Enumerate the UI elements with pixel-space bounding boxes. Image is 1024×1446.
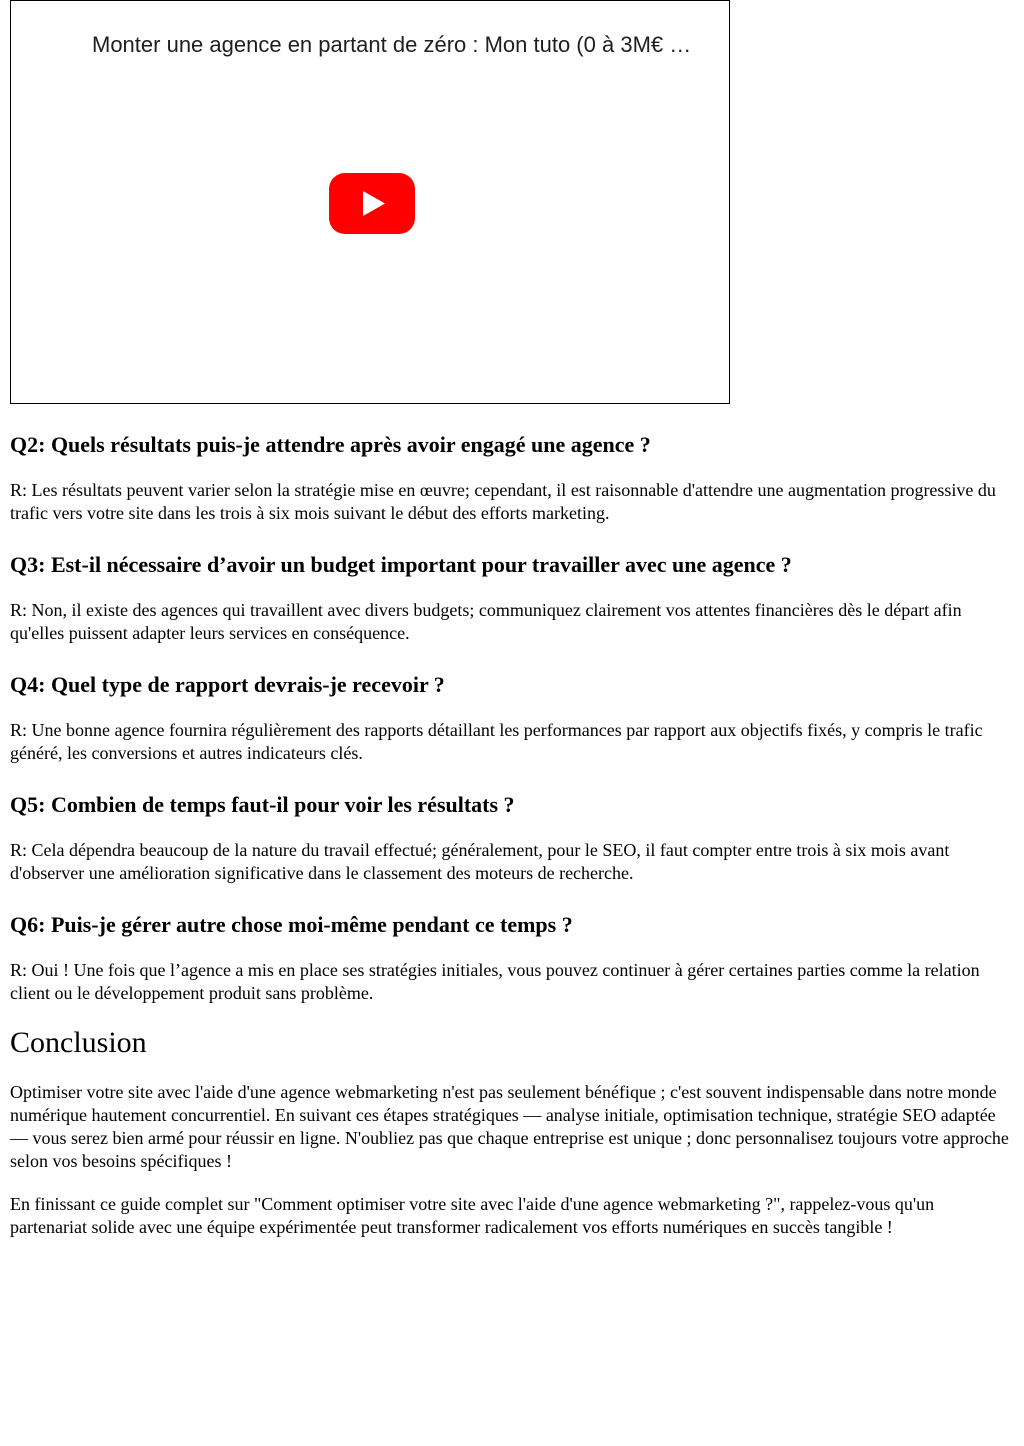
faq-answer: R: Oui ! Une fois que l’agence a mis en place ses stratégies initiales, vous pouvez continuer à gérer certaines parties comme la relation client ou le développement produit sans problème. (10, 960, 980, 1003)
faq-question: Q6: Puis-je gérer autre chose moi-même pendant ce temps ? (10, 912, 573, 937)
faq-question: Q5: Combien de temps faut-il pour voir les résultats ? (10, 792, 515, 817)
youtube-play-icon (329, 173, 415, 234)
conclusion-paragraph: Optimiser votre site avec l'aide d'une agence webmarketing n'est pas seulement bénéfique ; c'est souvent indispensable dans notre monde numérique hautement concurrentiel. En suivant ces étapes stratégiques — analyse initiale, optimisation technique, stratégie SEO adaptée — vous serez bien armé pour réussir en ligne. N'oubliez pas que chaque entreprise est unique ; donc personnalisez toujours votre approche selon vos besoins spécifiques ! (10, 1082, 1009, 1171)
faq-question: Q3: Est-il nécessaire d’avoir un budget important pour travailler avec une agence ? (10, 552, 792, 577)
play-button[interactable] (329, 173, 415, 234)
conclusion-heading: Conclusion (10, 1026, 147, 1059)
faq-question: Q4: Quel type de rapport devrais-je recevoir ? (10, 672, 445, 697)
conclusion-paragraph: En finissant ce guide complet sur "Comment optimiser votre site avec l'aide d'une agence webmarketing ?", rappelez-vous qu'un partenariat solide avec une équipe expérimentée peut transformer radicalement vos efforts numériques en succès tangible ! (10, 1194, 935, 1237)
faq-answer: R: Cela dépendra beaucoup de la nature du travail effectué; généralement, pour le SEO, il faut compter entre trois à six mois avant d'observer une amélioration significative dans le classement des moteurs de recherche. (10, 840, 950, 883)
article-content (10, 420, 1010, 1239)
video-title[interactable]: Monter une agence en partant de zéro : Mon tuto (0 à 3M€ … (92, 32, 692, 57)
faq-answer: R: Les résultats peuvent varier selon la stratégie mise en œuvre; cependant, il est raisonnable d'attendre une augmentation progressive du trafic vers votre site dans les trois à six mois suivant le début des efforts marketing. (10, 480, 996, 523)
faq-answer: R: Une bonne agence fournira régulièrement des rapports détaillant les performances par rapport aux objectifs fixés, y compris le trafic généré, les conversions et autres indicateurs clés. (10, 720, 983, 763)
faq-question: Q2: Quels résultats puis-je attendre après avoir engagé une agence ? (10, 432, 651, 457)
video-embed[interactable] (10, 0, 730, 404)
faq-answer: R: Non, il existe des agences qui travaillent avec divers budgets; communiquez clairement vos attentes financières dès le départ afin qu'elles puissent adapter leurs services en conséquence. (10, 600, 962, 643)
